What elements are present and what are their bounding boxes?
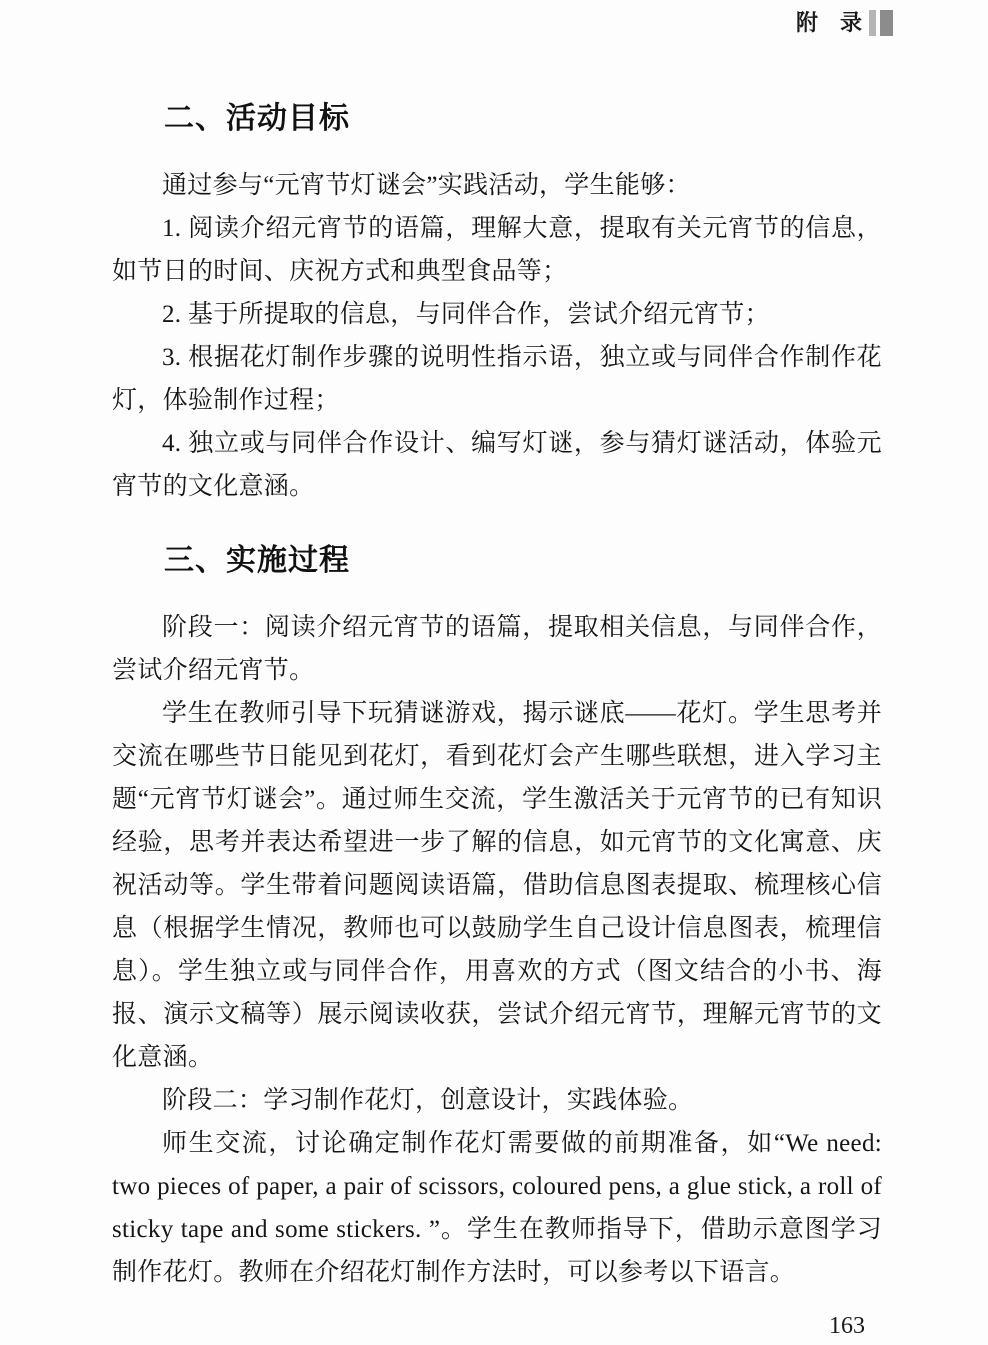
running-header [796,9,893,37]
paragraph-goal-2: 2. 基于所提取的信息，与同伴合作，尝试介绍元宵节； [162,301,770,328]
paragraph-goal-3: 3. 根据花灯制作步骤的说明性指示语，独立或与同伴合作制作花灯，体验制作过程； [112,344,882,414]
paragraph-stage-2-detail: 师生交流，讨论确定制作花灯需要做的前期准备，如“We need: two pieces of paper, a pair of scissors, coloured pens, a glue stick, a roll of sticky tape and some stickers. ”。学生在教师指导下，借助示意图学习制作花灯。教师在介绍花灯制作方法时，可以参考以下语言。 [112,1130,882,1286]
page-content [112,100,882,1294]
header-marker-bars [869,10,893,36]
header-dark-bar [880,10,893,36]
paragraph-stage-1-detail: 学生在教师引导下玩猜谜游戏，揭示谜底——花灯。学生思考并交流在哪些节日能见到花灯，看到花灯会产生哪些联想，进入学习主题“元宵节灯谜会”。通过师生交流，学生激活关于元宵节的已有知识经验，思考并表达希望进一步了解的信息，如元宵节的文化寓意、庆祝活动等。学生带着问题阅读语篇，借助信息图表提取、梳理核心信息（根据学生情况，教师也可以鼓励学生自己设计信息图表，梳理信息）。学生独立或与同伴合作，用喜欢的方式（图文结合的小书、海报、演示文稿等）展示阅读收获，尝试介绍元宵节，理解元宵节的文化意涵。 [112,700,882,1071]
paragraph-stage-2-summary: 阶段二：学习制作花灯，创意设计，实践体验。 [162,1087,694,1114]
section-heading-activity-goals: 二、活动目标 [164,102,350,135]
paragraph-goals-intro: 通过参与“元宵节灯谜会”实践活动，学生能够： [162,172,691,199]
header-light-bar [869,10,876,36]
paragraph-goal-1: 1. 阅读介绍元宵节的语篇，理解大意，提取有关元宵节的信息，如节日的时间、庆祝方式和典型食品等； [112,215,882,285]
section-heading-implementation-process: 三、实施过程 [164,544,350,577]
page-number: 163 [829,1313,865,1339]
running-header-title: 附 录 [795,10,862,35]
paragraph-stage-1-summary: 阶段一：阅读介绍元宵节的语篇，提取相关信息，与同伴合作，尝试介绍元宵节。 [112,614,882,684]
paragraph-goal-4: 4. 独立或与同伴合作设计、编写灯谜，参与猜灯谜活动，体验元宵节的文化意涵。 [112,430,882,500]
